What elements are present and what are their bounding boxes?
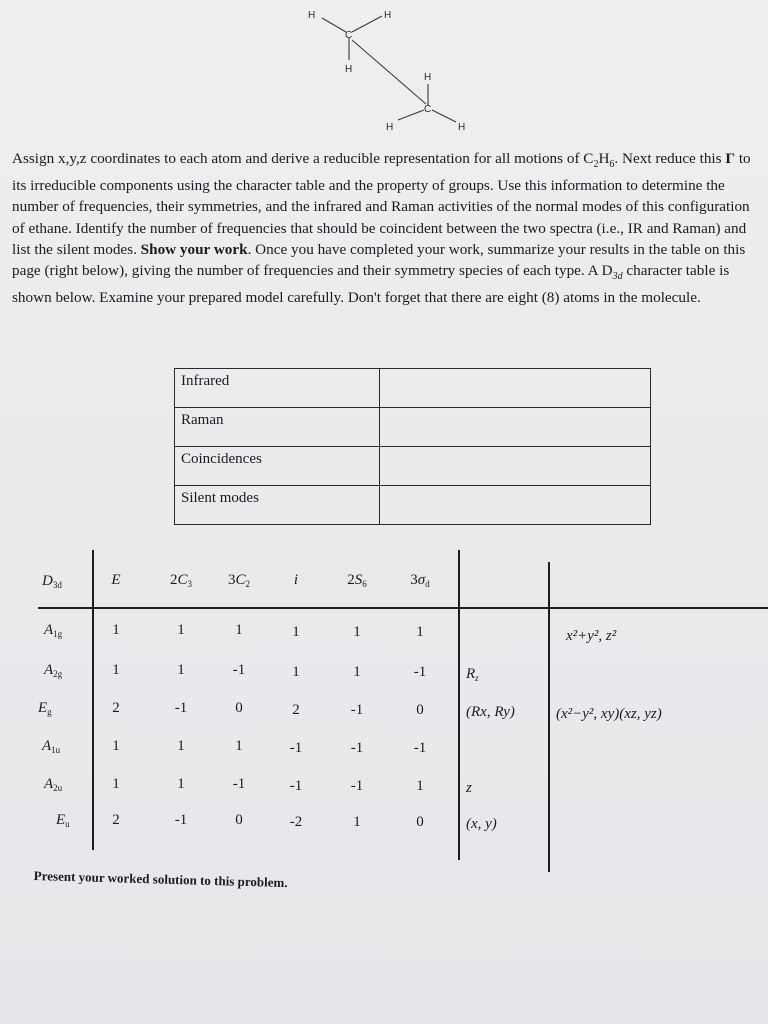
class-header-6: $3\sigma_d$	[410, 572, 430, 589]
atom-h4: H	[424, 72, 432, 83]
character-value: -2	[289, 814, 303, 830]
character-value: 1	[235, 738, 243, 754]
row-label-coincidences: Coincidences	[175, 447, 380, 486]
character-value: -1	[232, 662, 246, 678]
character-value: 0	[416, 814, 424, 830]
prompt-text-2: . Next reduce this	[614, 150, 726, 167]
character-value: 1	[416, 778, 424, 794]
character-value: -1	[232, 776, 246, 792]
atom-h6: H	[458, 122, 466, 133]
character-value: 1	[177, 776, 185, 792]
d3d-subscript: 3d	[612, 271, 623, 283]
table-row	[175, 408, 651, 447]
quadratic-function: (x²−y², xy)(xz, yz)	[556, 706, 662, 722]
character-value: -1	[350, 740, 364, 756]
instruction-footer: Present your worked solution to this problem.	[33, 868, 288, 891]
table-row	[175, 369, 651, 408]
coincidences-answer-cell[interactable]	[380, 447, 651, 486]
character-value: 0	[235, 812, 243, 828]
linear-function: $R_z$	[466, 666, 479, 683]
character-value: 1	[112, 622, 120, 638]
prompt-text-3: to its irreducible components using the character table and the property of groups. Use this information to determine the number of frequencies, their symmetries, and the infrared and Raman activities of the normal modes of this configuration of ethane. Identify the number of frequencies that should be coincident between the two spectra (i.e., IR and Raman) and list the silent modes.	[12, 150, 751, 258]
atom-c2: C	[424, 104, 432, 115]
character-value: 1	[112, 776, 120, 792]
character-value: -1	[289, 740, 303, 756]
class-header-3: $3C_2$	[227, 572, 251, 589]
character-value: 0	[416, 702, 424, 718]
formula-h-subscript: 6	[609, 159, 615, 171]
character-value: 1	[292, 624, 300, 640]
character-value: -1	[413, 740, 427, 756]
character-value: 2	[112, 812, 120, 828]
linear-function: (x, y)	[466, 816, 497, 832]
table-divider-left	[92, 550, 94, 850]
point-group-label: $D_{3d}$	[42, 573, 62, 590]
irrep-label: $E_u$	[56, 812, 70, 829]
class-header-4: i	[293, 572, 299, 588]
show-your-work-emphasis: Show your work	[140, 240, 248, 258]
table-row	[175, 486, 651, 525]
ethane-structure-diagram	[300, 0, 500, 140]
irrep-label: $A_{2u}$	[44, 776, 63, 793]
linear-function: z	[466, 780, 472, 796]
character-value: 1	[112, 662, 120, 678]
irrep-label: $E_g$	[38, 700, 52, 717]
quadratic-function: x²+y², z²	[566, 628, 617, 644]
atom-h2: H	[384, 10, 392, 21]
character-value: -1	[413, 664, 427, 680]
character-value: 1	[292, 664, 300, 680]
character-value: 1	[416, 624, 424, 640]
class-header-2: $2C_3$	[169, 572, 193, 589]
character-value: 1	[112, 738, 120, 754]
character-value: 1	[177, 622, 185, 638]
class-header-5: $2S_6$	[347, 572, 367, 589]
character-value: -1	[174, 812, 188, 828]
results-summary-table	[174, 368, 651, 525]
character-value: -1	[350, 702, 364, 718]
character-value: 1	[353, 664, 361, 680]
character-value: 0	[235, 700, 243, 716]
prompt-text-5: character table is shown below. Examine your prepared model carefully. Don't forget that there are eight (8) atoms in the molecule.	[12, 262, 730, 307]
irrep-label: $A_{1g}$	[44, 622, 63, 639]
prompt-text-1: Assign x,y,z coordinates to each atom and derive a reducible representation for all motions of C	[12, 150, 594, 167]
character-value: 1	[177, 662, 185, 678]
row-label-raman: Raman	[175, 408, 380, 447]
d3d-character-table	[0, 550, 768, 880]
silent-modes-answer-cell[interactable]	[380, 486, 651, 525]
atom-h3: H	[345, 64, 353, 75]
irrep-label: $A_{2g}$	[44, 662, 63, 679]
gamma-symbol: Γ	[725, 150, 736, 167]
character-value: -1	[289, 778, 303, 794]
table-row	[175, 447, 651, 486]
problem-statement	[12, 148, 752, 308]
character-value: 2	[112, 700, 120, 716]
atom-c1: C	[345, 30, 353, 41]
atom-h5: H	[386, 122, 394, 133]
raman-answer-cell[interactable]	[380, 408, 651, 447]
character-value: 1	[235, 622, 243, 638]
irrep-label: $A_{1u}$	[42, 738, 61, 755]
infrared-answer-cell[interactable]	[380, 369, 651, 408]
linear-function: (Rx, Ry)	[466, 704, 515, 720]
character-value: 1	[177, 738, 185, 754]
table-header-rule	[38, 607, 768, 609]
character-value: -1	[174, 700, 188, 716]
prompt-text-4: . Once you have completed your work, summarize your results in the table on this page (right below), giving the number of frequencies and their symmetry species of each type. A D	[12, 240, 746, 280]
character-value: 2	[292, 702, 300, 718]
row-label-infrared: Infrared	[175, 369, 380, 408]
character-value: 1	[353, 814, 361, 830]
character-value: 1	[353, 624, 361, 640]
formula-c-subscript: 2	[593, 159, 599, 171]
table-divider-middle	[458, 550, 460, 860]
atom-h1: H	[308, 10, 316, 21]
character-value: -1	[350, 778, 364, 794]
formula-h: H	[598, 150, 610, 167]
row-label-silent-modes: Silent modes	[175, 486, 380, 525]
class-header-1: E	[111, 572, 121, 588]
